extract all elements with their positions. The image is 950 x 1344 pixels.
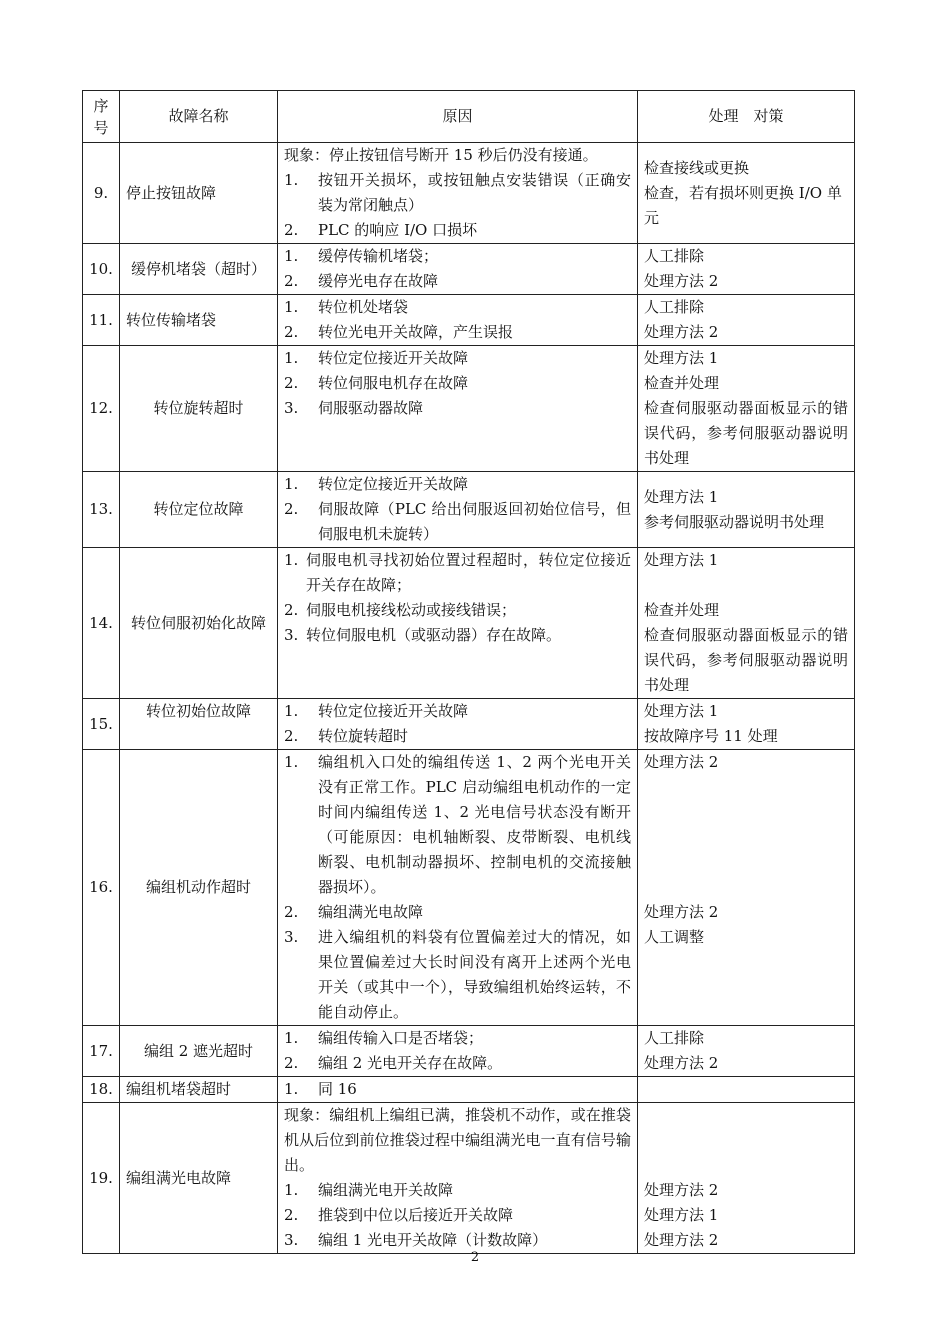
row-no: 9. <box>83 143 120 244</box>
cause-item: 2. PLC 的响应 I/O 口损坏 <box>284 221 478 239</box>
row-no: 11. <box>83 295 120 346</box>
row-cause <box>278 699 638 750</box>
action-line: 处理方法 1 <box>644 551 719 569</box>
action-line: 处理方法 1 <box>644 349 719 367</box>
row-cause <box>278 295 638 346</box>
cause-item: 1. 伺服电机寻找初始位置过程超时，转位定位接近开关存在故障； <box>284 551 631 594</box>
cause-item: 2. 编组 2 光电开关存在故障。 <box>284 1054 503 1072</box>
table-row <box>83 548 855 699</box>
action-line: 检查，若有损坏则更换 I/O 单元 <box>644 183 842 227</box>
action-line: 人工排除 <box>644 298 705 316</box>
cause-item: 2. 转位伺服电机存在故障 <box>284 374 469 392</box>
row-no: 12. <box>83 346 120 472</box>
row-action <box>638 346 855 472</box>
cause-item: 1. 同 16 <box>284 1080 357 1098</box>
row-no: 13. <box>83 472 120 548</box>
row-action <box>638 1026 855 1077</box>
action-line: 处理方法 1 <box>644 702 719 720</box>
header-no-line1: 序 <box>93 96 109 115</box>
row-action <box>638 143 855 244</box>
action-line: 处理方法 2 <box>644 323 719 341</box>
action-line: 人工排除 <box>644 1029 705 1047</box>
action-line: 处理方法 1 <box>644 487 719 506</box>
row-action <box>638 699 855 750</box>
action-line: 检查接线或更换 <box>644 158 750 177</box>
cause-item: 1. 缓停传输机堵袋； <box>284 247 439 265</box>
cause-intro: 现象：停止按钮信号断开 15 秒后仍没有接通。 <box>284 146 598 164</box>
action-line: 人工调整 <box>644 928 705 946</box>
row-fault-name: 转位传输堵袋 <box>120 295 278 346</box>
action-spacer <box>644 850 848 875</box>
cause-item: 2. 转位旋转超时 <box>284 727 409 745</box>
action-line: 处理方法 2 <box>644 903 719 921</box>
action-spacer <box>644 875 848 900</box>
row-fault-name: 转位初始位故障 <box>120 699 278 750</box>
table-row <box>83 295 855 346</box>
action-line: 检查并处理 <box>644 374 720 392</box>
cause-item: 2. 编组满光电故障 <box>284 903 424 921</box>
header-no <box>83 91 120 143</box>
action-line: 按故障序号 11 处理 <box>644 727 778 745</box>
table-row <box>83 143 855 244</box>
row-cause <box>278 750 638 1026</box>
table-row <box>83 472 855 548</box>
table-row <box>83 699 855 750</box>
row-fault-name: 转位旋转超时 <box>120 346 278 472</box>
row-no: 19. <box>83 1103 120 1254</box>
action-line: 处理方法 2 <box>644 1054 719 1072</box>
row-fault-name: 编组机堵袋超时 <box>120 1077 278 1103</box>
action-line: 检查伺服驱动器面板显示的错误代码，参考伺服驱动器说明书处理 <box>644 626 848 694</box>
cause-item: 2. 推袋到中位以后接近开关故障 <box>284 1206 514 1224</box>
row-action <box>638 244 855 295</box>
row-no: 18. <box>83 1077 120 1103</box>
row-action <box>638 295 855 346</box>
row-no: 15. <box>83 699 120 750</box>
action-line: 处理方法 2 <box>644 272 719 290</box>
table-row <box>83 750 855 1026</box>
table-row <box>83 1026 855 1077</box>
cause-item: 1. 转位定位接近开关故障 <box>284 702 469 720</box>
table-row <box>83 1077 855 1103</box>
action-line: 处理方法 1 <box>644 1206 719 1224</box>
action-spacer <box>644 573 848 598</box>
row-action <box>638 548 855 699</box>
row-cause <box>278 346 638 472</box>
row-cause <box>278 1103 638 1254</box>
row-action <box>638 750 855 1026</box>
row-fault-name: 停止按钮故障 <box>120 143 278 244</box>
cause-item: 2. 伺服电机接线松动或接线错误； <box>284 601 517 619</box>
cause-item: 3. 伺服驱动器故障 <box>284 399 424 417</box>
row-cause <box>278 472 638 548</box>
row-cause <box>278 244 638 295</box>
row-no: 14. <box>83 548 120 699</box>
row-cause <box>278 143 638 244</box>
cause-item: 2. 转位光电开关故障，产生误报 <box>284 323 514 341</box>
row-no: 16. <box>83 750 120 1026</box>
row-no: 17. <box>83 1026 120 1077</box>
row-cause <box>278 548 638 699</box>
fault-table <box>82 90 855 1254</box>
cause-item: 1. 编组满光电开关故障 <box>284 1181 454 1199</box>
header-name: 故障名称 <box>120 91 278 143</box>
cause-item: 3. 转位伺服电机（或驱动器）存在故障。 <box>284 626 562 644</box>
cause-item: 3. 编组 1 光电开关故障（计数故障） <box>284 1231 548 1249</box>
action-line: 处理方法 2 <box>644 753 719 771</box>
row-no: 10. <box>83 244 120 295</box>
cause-item: 1. 按钮开关损坏，或按钮触点安装错误（正确安装为常闭触点） <box>284 171 631 214</box>
row-fault-name: 转位伺服初始化故障 <box>120 548 278 699</box>
action-line: 处理方法 2 <box>644 1181 719 1199</box>
cause-item: 1. 编组机入口处的编组传送 1、2 两个光电开关没有正常工作。PLC 启动编组电机动作的一定时间内编组传送 1、2 光电信号状态没有断开（可能原因：电机轴断裂、皮带断裂、电机线断裂、电机制动器损坏、控制电机的交流接触器损坏）。 <box>284 753 631 896</box>
header-row <box>83 91 855 143</box>
action-line: 人工排除 <box>644 247 705 265</box>
action-line: 处理方法 2 <box>644 1231 719 1249</box>
row-fault-name: 编组机动作超时 <box>120 750 278 1026</box>
page-number: 2 <box>470 1250 480 1265</box>
row-action <box>638 1103 855 1254</box>
table-row <box>83 244 855 295</box>
cause-item: 1. 转位定位接近开关故障 <box>284 475 469 493</box>
row-action <box>638 472 855 548</box>
cause-item: 2. 缓停光电存在故障 <box>284 272 439 290</box>
action-line: 参考伺服驱动器说明书处理 <box>644 512 825 531</box>
cause-intro: 现象：编组机上编组已满，推袋机不动作，或在推袋机从后位到前位推袋过程中编组满光电一直有信号输出。 <box>284 1106 631 1174</box>
cause-item: 2. 伺服故障（PLC 给出伺服返回初始位信号，但伺服电机未旋转） <box>284 500 631 543</box>
action-spacer <box>644 800 848 825</box>
row-action <box>638 1077 855 1103</box>
header-no-line2: 号 <box>93 118 109 137</box>
row-fault-name: 编组满光电故障 <box>120 1103 278 1254</box>
cause-item: 1. 编组传输入口是否堵袋； <box>284 1029 484 1047</box>
row-cause <box>278 1077 638 1103</box>
cause-item: 1. 转位定位接近开关故障 <box>284 349 469 367</box>
row-fault-name: 缓停机堵袋（超时） <box>120 244 278 295</box>
header-action: 处理 对策 <box>638 91 855 143</box>
action-spacer <box>644 825 848 850</box>
row-cause <box>278 1026 638 1077</box>
table-row <box>83 346 855 472</box>
row-fault-name: 编组 2 遮光超时 <box>120 1026 278 1077</box>
cause-item: 3. 进入编组机的料袋有位置偏差过大的情况，如果位置偏差过大长时间没有离开上述两个光电开关（或其中一个），导致编组机始终运转，不能自动停止。 <box>284 928 631 1021</box>
row-fault-name: 转位定位故障 <box>120 472 278 548</box>
action-spacer <box>644 775 848 800</box>
action-line: 检查并处理 <box>644 601 720 619</box>
header-cause: 原因 <box>278 91 638 143</box>
cause-item: 1. 转位机处堵袋 <box>284 298 409 316</box>
table-row <box>83 1103 855 1254</box>
action-line: 检查伺服驱动器面板显示的错误代码，参考伺服驱动器说明书处理 <box>644 399 848 467</box>
